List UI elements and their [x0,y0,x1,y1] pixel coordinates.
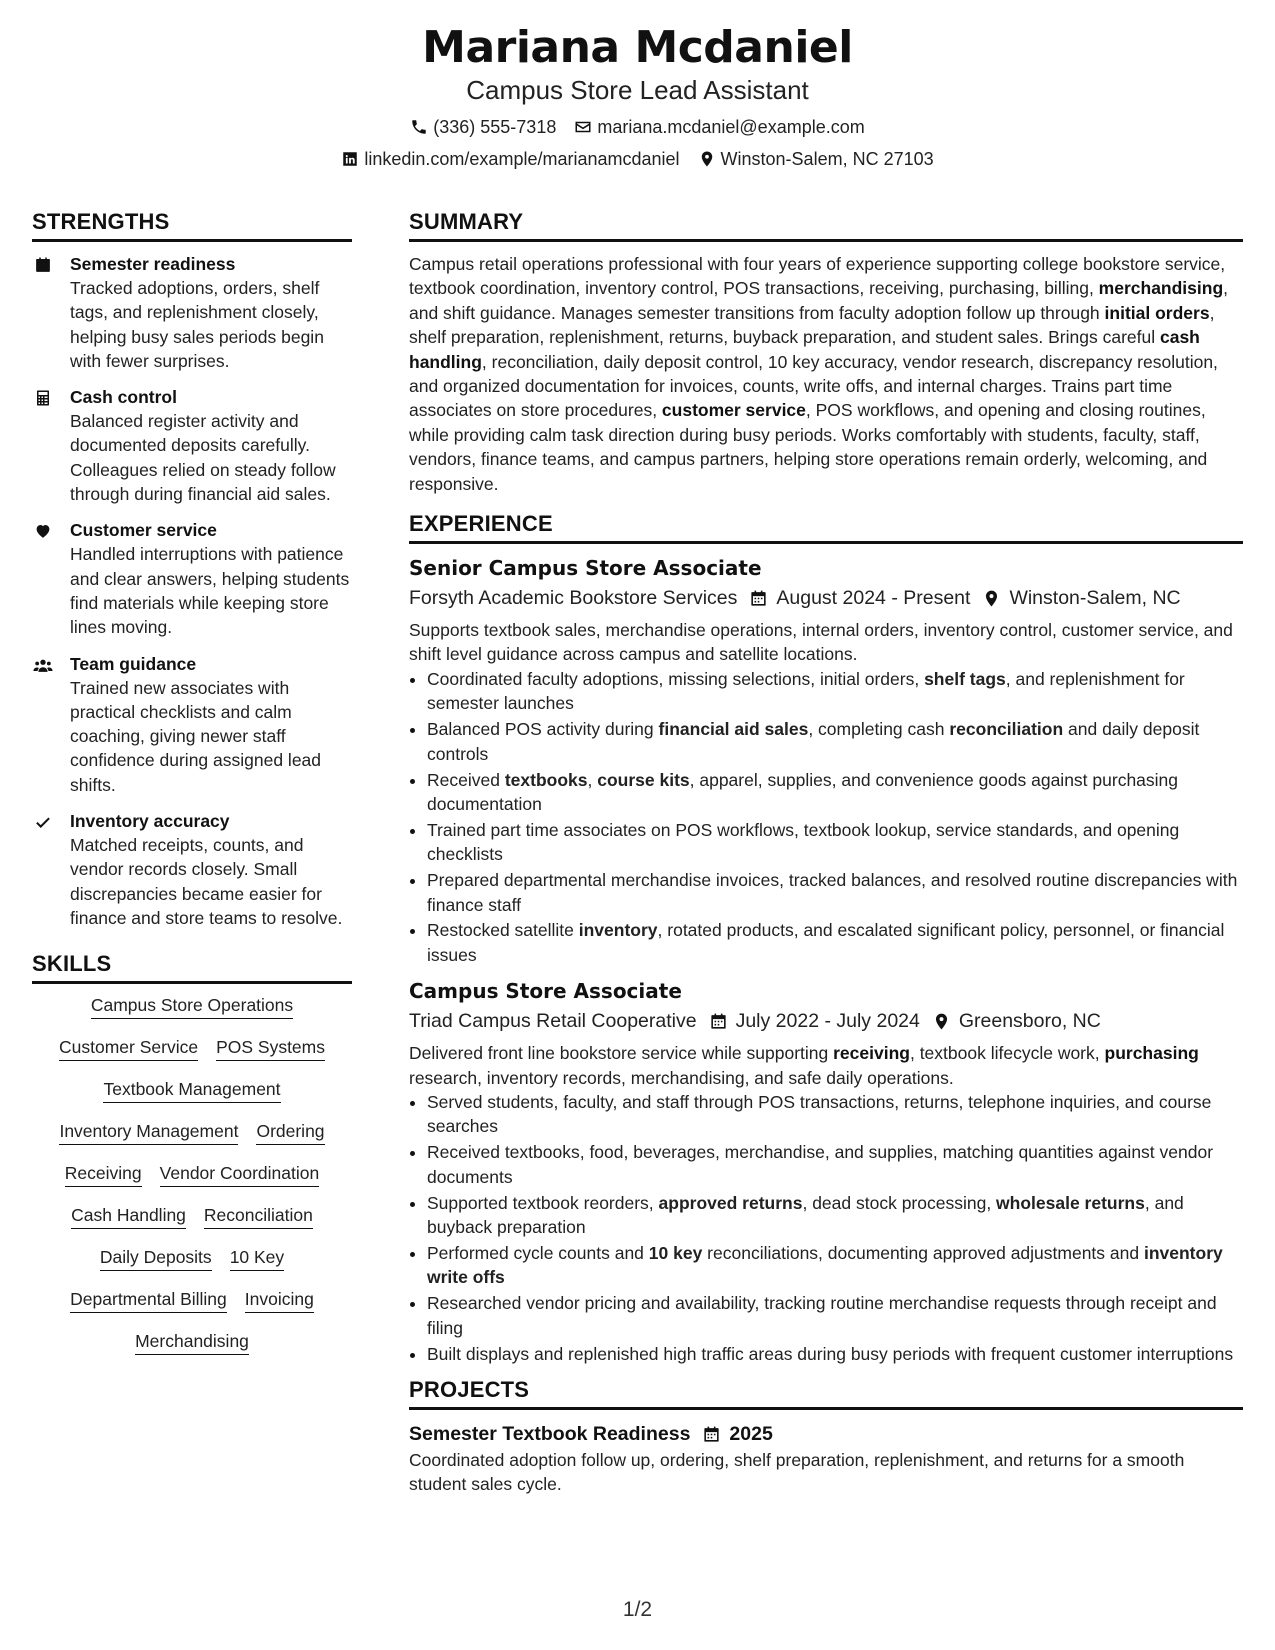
skill-row [32,1120,352,1145]
heart-icon [34,522,52,540]
skill-tag: Vendor Coordination [160,1162,320,1187]
strength-item [32,652,352,797]
users-icon [32,656,54,676]
skill-tag: Cash Handling [71,1204,186,1229]
envelope-icon [574,118,592,136]
skill-row [32,1246,352,1271]
experience-heading: EXPERIENCE [409,510,1243,544]
job-entry [409,977,1243,1366]
strength-title: Semester readiness [70,254,236,274]
list-item: • Prepared departmental merchandise invoices, tracked balances, and resolved routine discrepancies with finance staff [427,868,1243,917]
strength-title: Cash control [70,387,177,408]
linkedin-text: linkedin.com/example/marianamcdaniel [364,149,680,169]
job-location: Greensboro, NC [932,1007,1101,1035]
list-item: • Built displays and replenished high traffic areas during busy periods with frequent customer interruptions [427,1342,1243,1366]
phone-contact[interactable] [410,116,556,138]
skills-heading: SKILLS [32,950,352,984]
project-description: Coordinated adoption follow up, ordering, shelf preparation, replenishment, and returns for a smooth student sales cycle. [409,1450,1185,1495]
skill-tag: Ordering [256,1120,324,1145]
list-item: • Received textbooks, food, beverages, merchandise, and supplies, matching quantities against vendor documents [427,1140,1243,1189]
candidate-name: Mariana Mcdaniel [422,22,853,73]
projects-heading: PROJECTS [409,1376,1243,1410]
list-item: • Restocked satellite inventory, rotated products, and escalated significant policy, personnel, or financial issues [427,918,1243,967]
list-item: • Researched vendor pricing and availability, tracking routine merchandise requests through receipt and filing [427,1291,1243,1340]
location-text: Winston-Salem, NC 27103 [720,149,934,169]
strengths-heading: STRENGTHS [32,208,352,242]
list-item: • Received textbooks, course kits, apparel, supplies, and convenience goods against purchasing documentation [427,768,1243,817]
email-contact[interactable] [574,116,864,138]
job-summary: Supports textbook sales, merchandise operations, internal orders, inventory control, customer service, and shift level guidance across campus and satellite locations. [409,620,1233,665]
left-column [32,208,352,1372]
right-column [409,208,1243,1497]
project-year: 2025 [729,1423,773,1446]
page-number: 1/2 [622,1598,653,1621]
candidate-headline: Campus Store Lead Assistant [466,75,809,105]
email-text: mariana.mcdaniel@example.com [597,117,865,137]
strength-description: Handled interruptions with patience and clear answers, helping students find materials while keeping store lines moving. [70,544,350,638]
strength-title: Customer service [70,520,217,541]
skill-row [32,1330,352,1355]
calendar-icon [709,1012,728,1031]
strength-item [32,252,352,373]
project-title: Semester Textbook Readiness [409,1423,691,1446]
job-dates: July 2022 - July 2024 [709,1007,920,1035]
job-title: Campus Store Associate [409,979,682,1004]
map-pin-icon [932,1012,951,1031]
skill-tag: Customer Service [59,1036,198,1061]
skill-tag: Receiving [65,1162,142,1187]
project-date [702,1420,772,1448]
project-item [409,1420,1243,1497]
summary-text: Campus retail operations professional with four years of experience supporting college bookstore service, textbook coordination, inventory control, POS transactions, receiving, purchasing, billing, merchandising, and shift guidance. Manages semester transitions from faculty adoption follow up through initial orders, shelf preparation, replenishment, returns, buyback preparation, and student sales. Brings careful cash handling, reconciliation, daily deposit control, 10 key accuracy, vendor research, discrepancy resolution, and organized documentation for invoices, counts, write offs, and internal charges. Trains part time associates on store procedures, customer service, POS workflows, and opening and closing routines, while providing calm task direction during busy periods. Works comfortably with students, faculty, staff, vendors, finance teams, and campus partners, helping store operations remain orderly, welcoming, and responsive. [409,254,1229,494]
job-company: Forsyth Academic Bookstore Services [409,587,738,610]
list-item: • Performed cycle counts and 10 key reconciliations, documenting approved adjustments and inventory write offs [427,1241,1243,1290]
contact-row-2 [0,148,1275,170]
job-summary: Delivered front line bookstore service while supporting receiving, textbook lifecycle work, purchasing research, inventory records, merchandising, and safe daily operations. [409,1043,1199,1088]
phone-icon [410,118,428,136]
list-item: • Served students, faculty, and staff through POS transactions, returns, telephone inquiries, and course searches [427,1090,1243,1139]
experience-list [409,554,1243,1366]
map-pin-icon [698,150,716,168]
linkedin-contact[interactable] [341,148,679,170]
skill-tag: Inventory Management [59,1120,238,1145]
list-item: • Coordinated faculty adoptions, missing selections, initial orders, shelf tags, and replenishment for semester launches [427,667,1243,716]
skill-tag: POS Systems [216,1036,325,1061]
strength-item [32,518,352,639]
strength-title: Team guidance [70,653,197,674]
skill-row [32,1288,352,1313]
skill-tag: Invoicing [245,1288,314,1313]
calendar-icon [702,1425,721,1444]
job-meta [409,1007,1243,1035]
calendar-icon [749,589,768,608]
job-location: Winston-Salem, NC [982,584,1180,612]
strength-description: Balanced register activity and documented deposits carefully. Colleagues relied on steady follow through during financial aid sales. [70,411,336,505]
check-icon [34,813,52,831]
skill-row [32,1078,352,1103]
strength-description: Trained new associates with practical checklists and calm coaching, giving newer staff confidence during assigned lead shifts. [70,677,322,795]
calculator-icon [34,389,52,407]
skills-list [32,994,352,1372]
job-company: Triad Campus Retail Cooperative [409,1010,697,1033]
location-contact [698,148,934,170]
skill-tag: 10 Key [230,1246,284,1271]
strength-item [32,385,352,506]
skill-tag: Departmental Billing [70,1288,227,1313]
strength-description: Tracked adoptions, orders, shelf tags, and replenishment closely, helping busy sales periods begin with fewer surprises. [70,278,324,371]
strength-description: Matched receipts, counts, and vendor records closely. Small discrepancies became easier for finance and store teams to resolve. [70,835,343,928]
job-bullets [409,1090,1243,1366]
list-item: • Supported textbook reorders, approved returns, dead stock processing, wholesale returns, and buyback preparation [427,1191,1243,1240]
skill-tag: Reconciliation [204,1204,313,1229]
resume-header [0,22,1275,170]
skill-row [32,994,352,1019]
skill-tag: Textbook Management [103,1078,280,1103]
job-entry [409,554,1243,967]
job-dates: August 2024 - Present [749,584,970,612]
skill-row [32,1036,352,1061]
job-meta [409,584,1243,612]
project-header [409,1420,1243,1448]
skill-tag: Campus Store Operations [91,994,293,1019]
strength-title: Inventory accuracy [70,811,230,832]
job-bullets [409,667,1243,967]
skill-row [32,1204,352,1229]
job-title: Senior Campus Store Associate [409,556,762,581]
map-pin-icon [982,589,1001,608]
strength-item [32,809,352,930]
summary-heading: SUMMARY [409,208,1243,242]
phone-text: (336) 555-7318 [433,117,557,137]
list-item: • Trained part time associates on POS workflows, textbook lookup, service standards, and opening checklists [427,818,1243,867]
contact-row-1 [0,116,1275,138]
skill-tag: Daily Deposits [100,1246,212,1271]
skill-row [32,1162,352,1187]
calendar-icon [34,256,52,274]
linkedin-icon [341,150,359,168]
skill-tag: Merchandising [135,1330,249,1355]
list-item: • Balanced POS activity during financial aid sales, completing cash reconciliation and daily deposit controls [427,717,1243,766]
